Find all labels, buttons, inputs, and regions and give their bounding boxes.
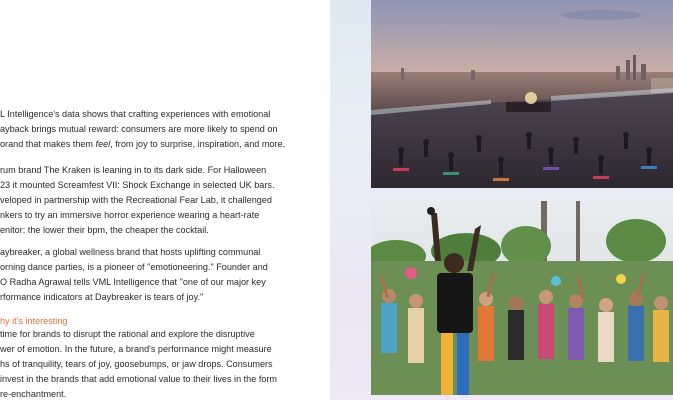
text-line: 23 it mounted Screamfest VII: Shock Exchange in selected UK bars. [0,179,275,190]
text-line: orning dance parties, is a pioneer of "emotioneering." Founder and [0,261,268,272]
section-subheading: hy it's interesting [0,316,68,326]
text-line: veloped in partnership with the Recreational Fear Lab, it challenged [0,194,272,205]
text-line: enitor: the lower their bpm, the cheaper the cocktail. [0,224,209,235]
text-line: hs of tranquility, tears of joy, goosebumps, or jaw drops. Consumers [0,358,273,369]
paragraph-kraken [0,163,320,238]
text-line: wer of emotion. In the future, a brand's performance might measure [0,343,272,354]
rooftop-yoga-image [371,0,673,188]
text-line: invest in the brands that add emotional value to their lives in the form [0,373,278,384]
text-line: time for brands to disrupt the rational and explore the disruptive [0,329,255,339]
text-line: O Radha Agrawal tells VML Intelligence that "one of our major key [0,276,266,287]
paragraph-vml-data [0,107,320,152]
text-line: re-enchantment. [0,388,67,399]
dance-party-photo [371,201,673,395]
article-text-column [0,0,330,400]
paragraph-daybreaker [0,245,320,305]
text-line: rformance indicators at Daybreaker is tears of joy." [0,291,204,302]
text-line: rum brand The Kraken is leaning in to its dark side. For Halloween [0,165,267,175]
emphasis-feel: feel [95,138,111,149]
text-line: L Intelligence's data shows that crafting experiences with emotional [0,109,271,119]
dance-party-image [371,201,673,395]
text-line: orand that makes them feel, from joy to surprise, inspiration, and more. [0,138,286,149]
rooftop-yoga-photo [371,0,673,188]
text-line: ayback brings mutual reward: consumers are more likely to spend on [0,123,278,134]
text-line: aybreaker, a global wellness brand that hosts uplifting communal [0,247,261,257]
paragraph-closing [0,327,320,400]
text-line: nkers to try an immersive horror experience wearing a heart-rate [0,209,260,220]
